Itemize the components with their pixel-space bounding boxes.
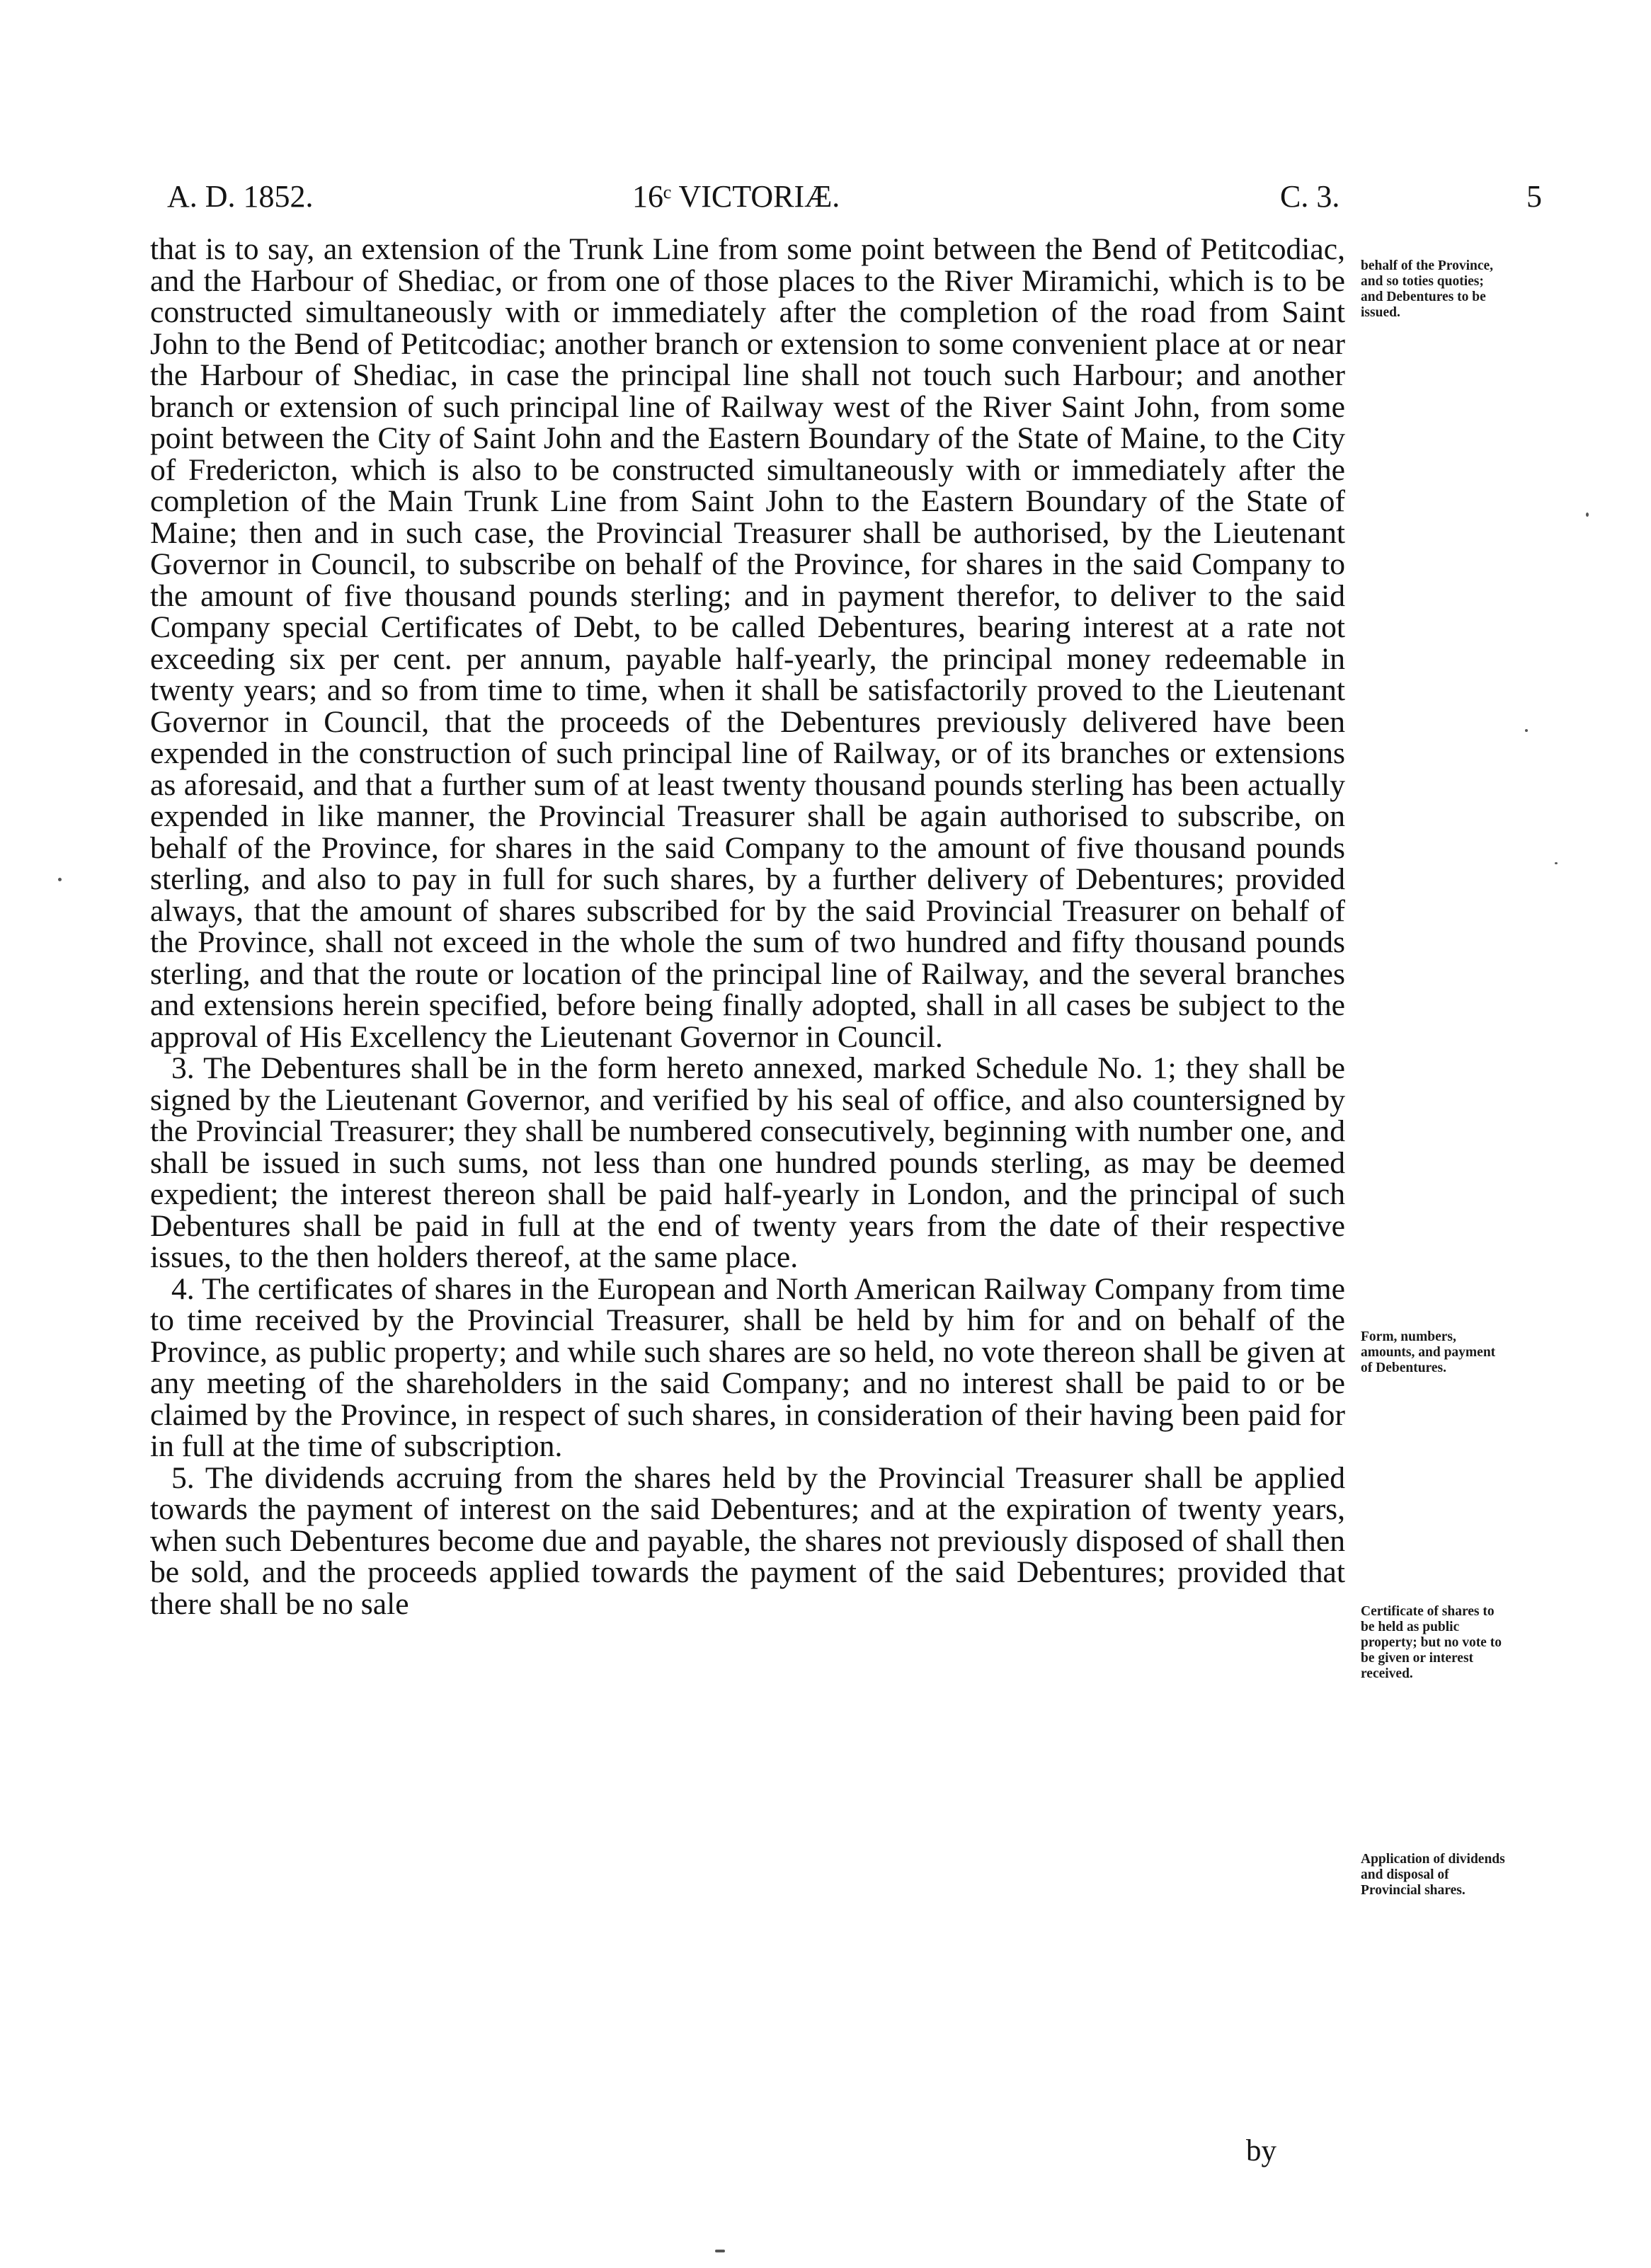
margin-note-certificate-of-shares: Certificate of shares to be held as public property; but no vote to be given or interest received.	[1361, 1604, 1502, 1681]
page-number: 5	[1526, 179, 1542, 214]
paragraph-continuation: that is to say, an extension of the Trunk Line from some point between the Bend of Petitcodiac, and the Harbour of Shediac, or from one of those places to the River Miramichi, which is to be constructed simultaneously with or immediately after the completion of the road from Saint John to the Bend of Petitcodiac; another branch or extension to some convenient place at or near the Harbour of Shediac, in case the principal line shall not touch such Harbour; and another branch or extension of such principal line of Railway west of the River Saint John, from some point between the City of Saint John and the Eastern Boundary of the State of Maine, to the City of Fredericton, which is also to be constructed simultaneously with or immediately after the completion of the Main Trunk Line from Saint John to the Eastern Boundary of the State of Maine; then and in such case, the Provincial Treasurer shall be authorised, by the Lieutenant Governor in Council, to subscribe on behalf of the Province, for shares in the said Company to the amount of five thousand pounds sterling; and in payment therefor, to deliver to the said Company special Certificates of Debt, to be called Debentures, bearing interest at a rate not exceeding six per cent. per annum, payable half-yearly, the principal money redeemable in twenty years; and so from time to time, when it shall be satisfactorily proved to the Lieutenant Governor in Council, that the proceeds of the Debentures previously delivered have been expended in the construction of such principal line of Railway, or of its branches or extensions as aforesaid, and that a further sum of at least twenty thousand pounds sterling has been actually expended in like manner, the Provincial Treasurer shall be again authorised to subscribe, on behalf of the Province, for shares in the said Company to the amount of five thousand pounds sterling, and also to pay in full for such shares, by a further delivery of Debentures; provided always, that the amount of shares subscribed for by the said Provincial Treasurer on behalf of the Province, shall not exceed in the whole the sum of two hundred and fifty thousand pounds sterling, and that the route or location of the principal line of Railway, and the several branches and extensions herein specified, before being finally adopted, shall in all cases be subject to the approval of His Excellency the Lieutenant Governor in Council.	[150, 232, 1345, 1054]
scan-speck	[1586, 512, 1589, 517]
section-4: 4. The certificates of shares in the European and North American Railway Company from time to time received by the Provincial Treasurer, shall be held by him for and on behalf of the Province, as public property; and while such shares are so held, no vote thereon shall be given at any meeting of the shareholders in the said Company; and no interest shall be paid to or be claimed by the Province, in respect of such shares, in consideration of their having been paid for in full at the time of subscription.	[150, 1271, 1345, 1463]
scan-speck	[715, 2250, 725, 2252]
header-title: 16ᶜ VICTORIÆ.	[632, 179, 840, 214]
scan-speck	[58, 878, 62, 881]
statute-body	[150, 234, 1345, 1620]
margin-note-form-of-debentures: Form, numbers, amounts, and payment of Debentures.	[1361, 1329, 1496, 1375]
section-3: 3. The Debentures shall be in the form hereto annexed, marked Schedule No. 1; they shall be signed by the Lieutenant Governor, and verified by his seal of office, and also countersigned by the Provincial Treasurer; they shall be numbered consecutively, beginning with number one, and shall be issued in such sums, not less than one hundred pounds sterling, as may be deemed expedient; the interest thereon shall be paid half-yearly in London, and the principal of such Debentures shall be paid in full at the end of twenty years from the date of their respective issues, to the then holders thereof, at the same place.	[150, 1051, 1345, 1274]
scan-speck	[1555, 862, 1558, 864]
running-header	[0, 168, 1651, 225]
margin-note-application-of-dividends: Application of dividends and disposal of Provincial shares.	[1361, 1852, 1505, 1898]
margin-note-debentures-issued: behalf of the Province, and so toties quoties; and Debentures to be issued.	[1361, 258, 1494, 320]
header-chapter: C. 3.	[1280, 179, 1340, 214]
scan-speck	[1525, 729, 1528, 732]
catchword: by	[1246, 2134, 1276, 2167]
section-5: 5. The dividends accruing from the shares held by the Provincial Treasurer shall be applied towards the payment of interest on the said Debentures; and at the expiration of twenty years, when such Debentures become due and payable, the shares not previously disposed of shall then be sold, and the proceeds applied towards the payment of the said Debentures; provided that there shall be no sale	[150, 1460, 1345, 1621]
header-year: A. D. 1852.	[167, 179, 314, 214]
